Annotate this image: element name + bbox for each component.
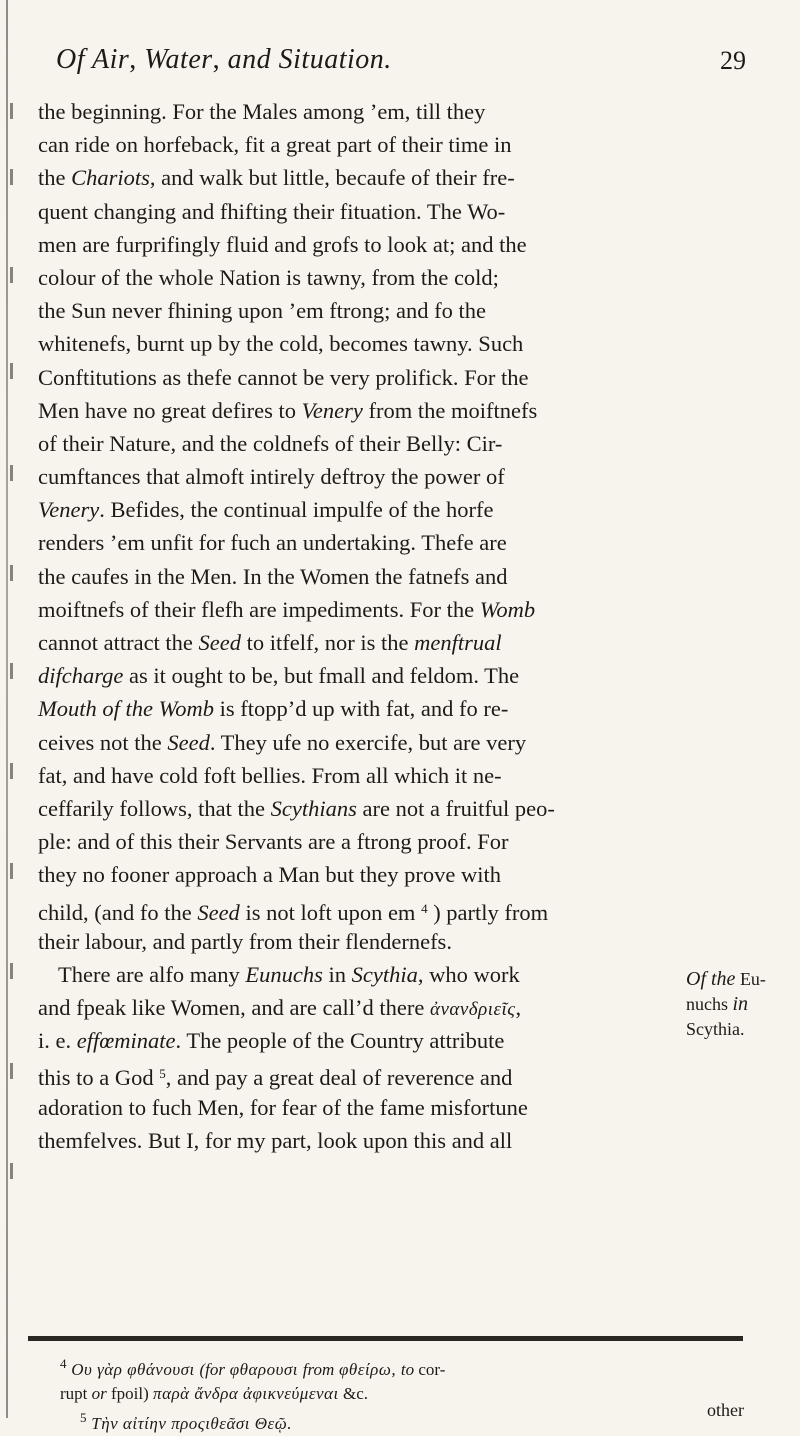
text-run: the Sun never fhining upon ’em ftrong; and fo the xyxy=(38,298,487,324)
text-line xyxy=(38,1091,678,1124)
catchword: other xyxy=(707,1400,744,1420)
gutter-mark xyxy=(10,267,13,283)
text-run: they no fooner approach a Man but they prove with xyxy=(38,862,501,888)
text-run: is ftopp’d up with fat, and fo re- xyxy=(214,696,509,722)
text-run: themfelves. But I, for my part, look upon this and all xyxy=(38,1127,513,1153)
text-line xyxy=(38,1057,678,1090)
italic-run: Womb xyxy=(479,596,536,622)
greek-run: φθαρουσι xyxy=(225,1360,303,1379)
text-run: i. e. xyxy=(38,1028,77,1054)
text-run: , and walk but little, becaufe of their fre- xyxy=(149,165,515,191)
footnote-ref: 4 xyxy=(421,900,428,916)
text-run: their labour, and partly from their flendernefs. xyxy=(38,928,452,954)
footnotes xyxy=(60,1352,750,1436)
greek-run: Ου γὰρ φθάνουσι xyxy=(66,1360,200,1379)
italic-run: effœminate xyxy=(76,1028,176,1054)
text-run: and fpeak like Women, and are call’d there xyxy=(38,995,430,1021)
text-line xyxy=(38,526,678,559)
gutter-mark xyxy=(10,963,13,979)
text-run: , who work xyxy=(417,961,520,987)
gutter-mark xyxy=(10,565,13,581)
italic-run: (for xyxy=(199,1360,225,1379)
italic-run: Scythia xyxy=(351,961,418,987)
text-line xyxy=(38,593,678,626)
text-line xyxy=(38,294,678,327)
italic-run: Venery xyxy=(301,397,363,423)
running-head xyxy=(56,44,746,84)
text-line xyxy=(38,195,678,228)
italic-run: from xyxy=(302,1360,335,1379)
italic-run: Eunuchs xyxy=(245,961,323,987)
text-run: child, (and fo the xyxy=(38,899,198,925)
text-run: as it ought to be, but fmall and feldom. The xyxy=(123,663,520,689)
italic-run: Seed xyxy=(167,729,210,755)
gutter-mark xyxy=(10,863,13,879)
text-run: is not loft upon em xyxy=(239,899,422,925)
text-run: whitenefs, burnt up by the cold, becomes tawny. Such xyxy=(38,331,524,357)
text-line xyxy=(38,493,678,526)
text-line xyxy=(38,858,678,891)
text-run: adoration to fuch Men, for fear of the fame misfortune xyxy=(38,1094,528,1120)
text-line xyxy=(38,991,678,1024)
footnote-ref: 5 xyxy=(159,1066,166,1082)
text-run: Conftitutions as thefe cannot be very prolifick. For the xyxy=(38,364,529,390)
text-run: in xyxy=(322,961,352,987)
text-line xyxy=(38,261,678,294)
italic-run: menftrual xyxy=(414,630,502,655)
title-word: Air xyxy=(92,44,130,75)
text-run: Men have no great defires to xyxy=(38,397,302,423)
italic-run: Of the xyxy=(686,968,736,990)
text-run: cannot attract the xyxy=(38,630,199,655)
text-run: rupt xyxy=(60,1384,92,1403)
text-run: moiftnefs of their flefh are impediments. For the xyxy=(38,596,480,622)
text-line xyxy=(38,692,678,725)
text-line xyxy=(38,759,678,792)
italic-run: Chariots xyxy=(71,165,150,191)
text-line xyxy=(38,327,678,360)
italic-run: difcharge xyxy=(38,663,124,689)
italic-run: Venery xyxy=(38,497,100,523)
text-run: Scythia. xyxy=(686,1019,745,1040)
text-run: ceives not the xyxy=(38,729,168,755)
text-line xyxy=(38,228,678,261)
text-line xyxy=(38,792,678,825)
text-run: . The people of the Country attribute xyxy=(175,1028,505,1054)
body-text xyxy=(38,95,678,1157)
text-run: the caufes in the Men. In the Women the fatnefs and xyxy=(38,563,508,589)
gutter-mark xyxy=(10,1063,13,1079)
italic-run: Scythians xyxy=(270,795,357,821)
text-line xyxy=(38,560,678,593)
title-word: and Situation. xyxy=(227,44,392,75)
text-line xyxy=(38,128,678,161)
gutter-mark xyxy=(10,363,13,379)
text-run: , xyxy=(515,995,522,1021)
gutter-mark xyxy=(10,1163,13,1179)
text-run: . Befides, the continual impulfe of the horfe xyxy=(99,497,494,523)
binding-gutter xyxy=(6,0,8,1418)
text-run: &c. xyxy=(338,1384,368,1403)
text-run: this to a God xyxy=(38,1065,160,1091)
text-run: , and pay a great deal of reverence and xyxy=(165,1065,513,1091)
text-run: Eu- xyxy=(735,969,766,989)
footnote-number: 5 xyxy=(80,1410,87,1425)
text-run: the xyxy=(38,165,72,191)
text-line xyxy=(38,726,678,759)
text-line xyxy=(38,394,678,427)
greek-run: φθείρω, xyxy=(334,1360,401,1379)
text-run: There are alfo many xyxy=(58,961,246,987)
text-line xyxy=(38,1024,678,1057)
italic-run: Seed xyxy=(197,899,240,925)
gutter-mark xyxy=(10,103,13,119)
italic-run: to xyxy=(400,1360,415,1379)
page-number: 29 xyxy=(720,46,746,75)
footnote-rule xyxy=(28,1336,743,1341)
gutter-mark xyxy=(10,169,13,185)
text-run: of their Nature, and the coldnefs of their Belly: Cir- xyxy=(38,430,503,456)
italic-run: in xyxy=(732,993,749,1016)
text-run: the beginning. For the Males among ’em, till they xyxy=(38,99,486,124)
greek-run: Τὴν αἰτίην προςιθεᾶσι Θεῷ. xyxy=(86,1414,292,1433)
text-run: ple: and of this their Servants are a ftrong proof. For xyxy=(38,829,509,855)
gutter-marks xyxy=(10,95,22,1335)
text-run: nuchs xyxy=(686,994,733,1015)
text-run: . They ufe no exercife, but are very xyxy=(209,729,527,755)
gutter-mark xyxy=(10,763,13,779)
footnote-line xyxy=(60,1352,750,1382)
footnote-number: 4 xyxy=(60,1356,67,1371)
greek-run: παρὰ ἄνδρα ἀφικνεύμεναι xyxy=(153,1384,339,1403)
text-line xyxy=(38,892,678,925)
title-word: Water xyxy=(144,44,213,75)
text-run: are not a fruitful peo- xyxy=(356,795,555,821)
running-title xyxy=(56,44,392,76)
text-run: colour of the whole Nation is tawny, from the cold; xyxy=(38,264,499,290)
footnote-line xyxy=(60,1382,750,1406)
title-separator: , xyxy=(212,44,228,75)
text-run: cor- xyxy=(414,1360,446,1379)
greek-run: ἀνανδριεῖς xyxy=(429,999,516,1021)
text-line xyxy=(38,95,678,128)
text-run: ) partly from xyxy=(427,899,549,925)
text-line xyxy=(38,361,678,394)
text-run: from the moiftnefs xyxy=(362,397,538,423)
text-line xyxy=(38,958,678,991)
text-line xyxy=(38,626,678,659)
italic-run: Seed xyxy=(198,630,242,655)
text-run: renders ’em unfit for fuch an undertaking. Thefe are xyxy=(38,530,507,556)
text-line xyxy=(38,925,678,958)
text-line xyxy=(38,460,678,493)
margin-note-line xyxy=(686,1013,766,1046)
footnote-line xyxy=(60,1406,750,1436)
italic-run: or xyxy=(91,1384,107,1403)
text-run: quent changing and fhifting their fituation. The Wo- xyxy=(38,198,506,224)
text-run: fat, and have cold foft bellies. From all which it ne- xyxy=(38,762,502,788)
text-line xyxy=(38,659,678,692)
text-line xyxy=(38,1124,678,1157)
text-line xyxy=(38,825,678,858)
margin-note xyxy=(686,963,766,1047)
gutter-mark xyxy=(10,663,13,679)
text-run: ceffarily follows, that the xyxy=(38,795,271,821)
text-run: men are furprifingly fluid and grofs to look at; and the xyxy=(38,231,527,257)
title-separator: , xyxy=(129,44,145,75)
gutter-mark xyxy=(10,465,13,481)
text-run: fpoil) xyxy=(106,1384,154,1403)
text-run: cumftances that almoft intirely deftroy the power of xyxy=(38,464,505,490)
text-run: to itfelf, nor is the xyxy=(241,630,415,655)
italic-run: Mouth of the Womb xyxy=(38,696,215,722)
title-word: Of xyxy=(56,44,85,75)
text-line xyxy=(38,161,678,194)
text-line xyxy=(38,427,678,460)
text-run: can ride on horfeback, fit a great part of their time in xyxy=(38,132,512,158)
